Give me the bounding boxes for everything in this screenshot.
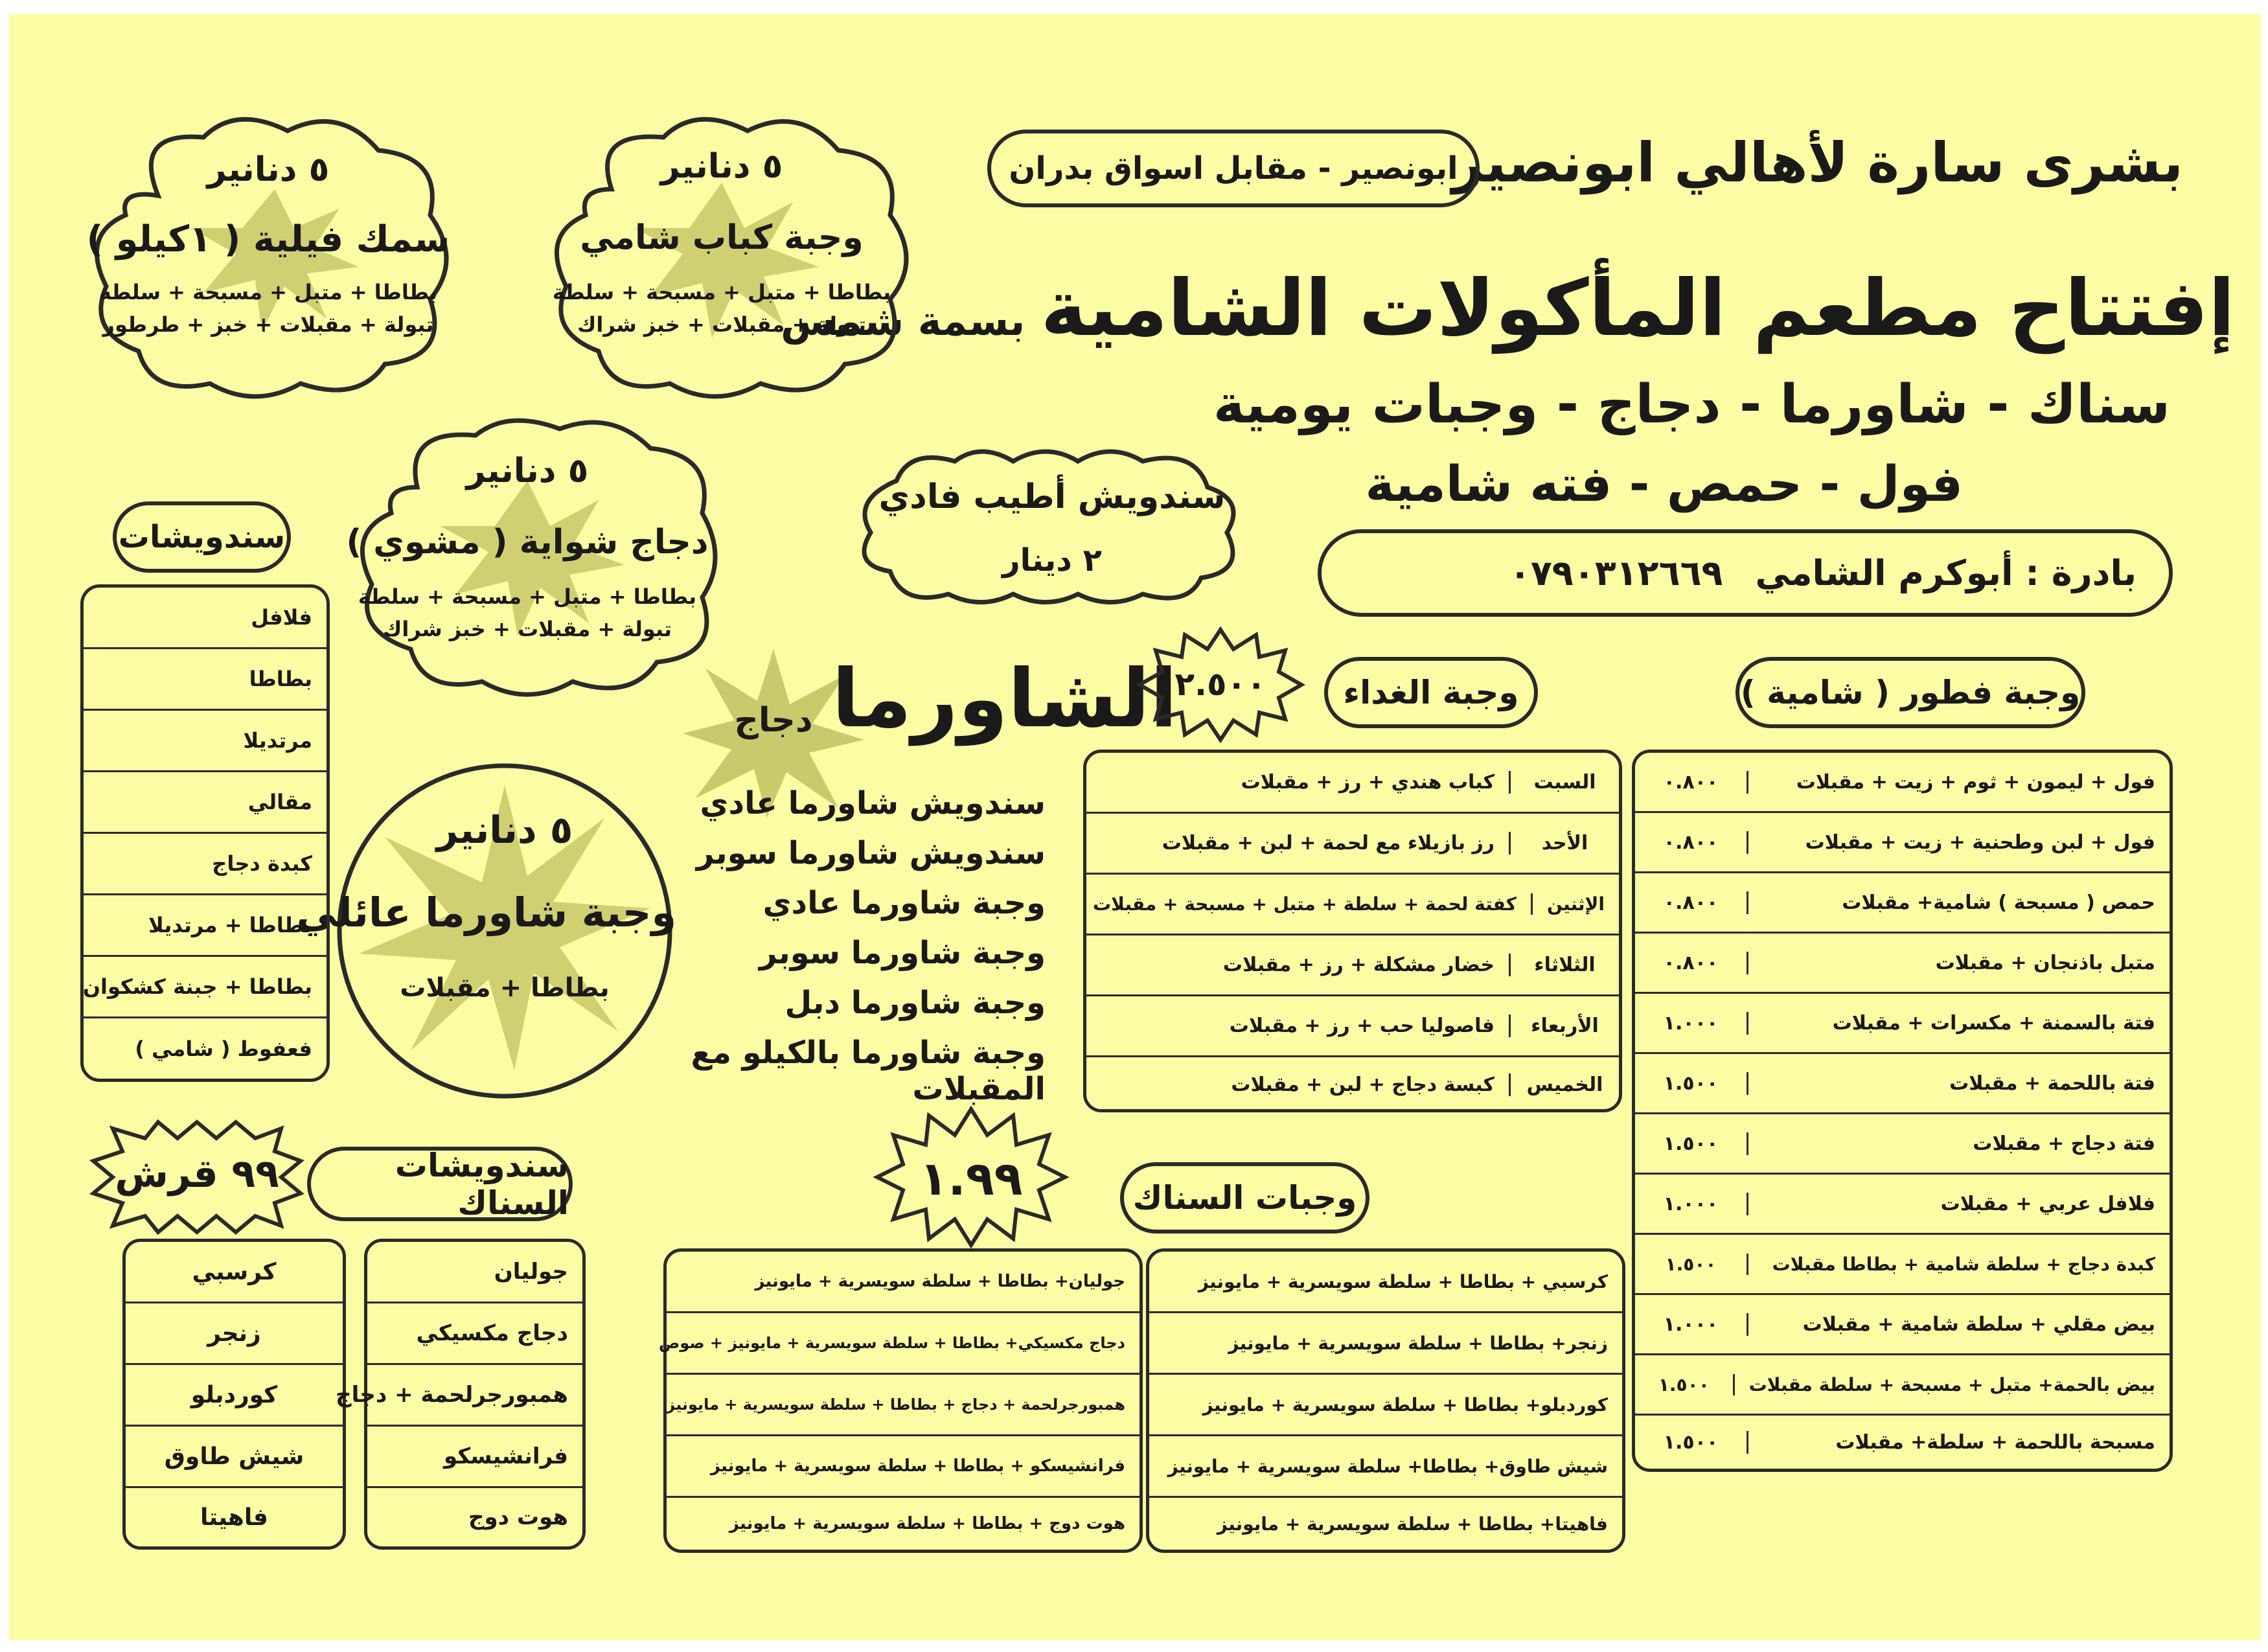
kebab-line2: تبولة + مقبلات + خبز شراك	[577, 312, 866, 337]
snack-meal-item: فرانشيسكو + بطاطا + سلطة سويسرية + مايونيز	[710, 1456, 1125, 1476]
snack-sandwich-item: فرانشيسكو	[444, 1443, 568, 1469]
breakfast-price: ١.٥٠٠	[1635, 1431, 1748, 1454]
shawarma-item: وجبة شاورما عادي	[762, 885, 1046, 921]
breakfast-title-pill	[1735, 657, 2085, 728]
breakfast-price: ٠.٨٠٠	[1635, 952, 1748, 974]
breakfast-row: مسبحة باللحمة + سلطة+ مقبلات ١.٥٠٠	[1635, 1416, 2170, 1469]
sandwich-row: مرتديلا	[84, 711, 326, 772]
breakfast-price: ١.٥٠٠	[1635, 1132, 1748, 1155]
snack-meals-title: وجبات السناك	[1132, 1179, 1357, 1217]
location-text: ابونصير - مقابل اسواق بدران	[1009, 150, 1458, 187]
shawarma-item: وجبة شاورما دبل	[785, 985, 1046, 1021]
lunch-row	[1086, 1057, 1619, 1112]
chicken-line2: تبولة + مقبلات + خبز شراك	[383, 617, 672, 641]
snack-meals-price: ١.٩٩	[919, 1151, 1023, 1206]
snack-sandwich-item: دجاج مكسيكي	[416, 1320, 568, 1346]
lunch-row	[1086, 875, 1619, 935]
sandwich-offer-title: سندويش أطيب فادي	[878, 477, 1226, 516]
opening-title: إفتتاح مطعم المأكولات الشامية	[1040, 264, 2235, 354]
sandwich-row: فعفوط ( شامي )	[135, 1036, 312, 1061]
lunch-row	[1086, 935, 1619, 996]
breakfast-price: ١.٠٠٠	[1635, 1313, 1748, 1336]
snack-meal-item: زنجر+ بطاطا + سلطة سويسرية + مايونيز	[1228, 1332, 1608, 1354]
lunch-meal: كباب هندي + رز + مقبلات	[1241, 771, 1495, 794]
snack-meals-title-pill	[1120, 1162, 1369, 1233]
snack-meal-item: فاهيتا+ بطاطا + سلطة سويسرية + مايونيز	[1217, 1513, 1608, 1535]
phone-number[interactable]: ٠٧٩٠٣١٢٦٦٩	[1509, 553, 1723, 593]
sandwich-row: بطاطا + جبنة كشكوان	[84, 957, 326, 1018]
snack-meal-item: دجاج مكسيكي+ بطاطا + سلطة سويسرية + مايونيز + صوص	[659, 1334, 1125, 1352]
snack-sandwiches-title-pill	[307, 1147, 573, 1221]
fish-price: ٥ دنانير	[207, 150, 330, 189]
lunch-row	[1086, 753, 1619, 814]
snack-sandwich-item: همبورجرلحمة + دجاج	[336, 1382, 568, 1408]
snack-sandwich-item: هوت دوج	[468, 1504, 568, 1530]
sandwich-row: مقالي	[84, 772, 326, 834]
shawarma-badge: دجاج	[734, 701, 813, 740]
family-line1: بطاطا + مقبلات	[400, 973, 610, 1003]
lunch-title-pill	[1324, 657, 1538, 728]
lunch-row	[1086, 996, 1619, 1057]
opening-suffix: بسمة شمس	[781, 297, 1025, 345]
initiative-label: بادرة : أبوكرم الشامي	[1755, 553, 2136, 593]
snack-meal-item: كوردبلو+ بطاطا + سلطة سويسرية + مايونيز	[1202, 1394, 1608, 1416]
kebab-line1: بطاطا + متبل + مسبحة + سلطة	[552, 280, 891, 304]
snack-meals-left-col	[659, 1248, 1143, 1553]
initiative-pill	[1318, 529, 2173, 617]
family-title: وجبة شاورما عائلي	[296, 889, 676, 936]
breakfast-title: وجبة فطور ( شامية )	[1740, 674, 2081, 711]
breakfast-price: ٠.٨٠٠	[1635, 771, 1748, 794]
menu-flyer	[9, 14, 2261, 1640]
lunch-meal: كفتة لحمة + سلطة + متبل + مسبحة + مقبلات	[1092, 893, 1517, 915]
lunch-table	[1083, 750, 1622, 1112]
fish-line1: بطاطا + متبل + مسبحة + سلطة	[98, 280, 438, 304]
chicken-line1: بطاطا + متبل + مسبحة + سلطة	[358, 584, 697, 609]
breakfast-row: فلافل عربي + مقبلات ١.٠٠٠	[1635, 1175, 2170, 1235]
breakfast-price: ١.٥٠٠	[1635, 1374, 1735, 1395]
dishes-line: فول - حمص - فته شامية	[1365, 455, 1963, 512]
snack-sandwiches-left-col	[122, 1239, 346, 1550]
snack-meal-item: شيش طاوق+ بطاطا+ سلطة سويسرية + مايونيز	[1167, 1455, 1608, 1477]
opening-line	[781, 264, 2235, 354]
breakfast-row: فول + ليمون + ثوم + زيت + مقبلات ٠.٨٠٠	[1635, 753, 2170, 813]
breakfast-price: ٠.٨٠٠	[1635, 831, 1748, 854]
cloud-shape-sandwich-offer	[851, 442, 1253, 610]
lunch-day: الأربعاء	[1509, 1015, 1619, 1037]
shawarma-item: سندويش شاورما سوبر	[696, 835, 1046, 871]
shawarma-list	[579, 785, 1046, 1107]
breakfast-row: بيض بالحمة+ متبل + مسبحة + سلطة مقبلات ١.٥٠٠	[1635, 1355, 2170, 1416]
breakfast-row: فتة دجاج + مقبلات ١.٥٠٠	[1635, 1114, 2170, 1175]
breakfast-row: كبدة دجاج + سلطة شامية + بطاطا مقبلات ١.٥٠٠	[1635, 1235, 2170, 1295]
snack-meals-right-col	[1146, 1248, 1625, 1553]
lunch-row	[1086, 814, 1619, 875]
kebab-title: وجبة كباب شامي	[580, 218, 864, 257]
sandwich-row: بطاطا + مرتديلا	[84, 895, 326, 957]
fish-line2: تبولة + مقبلات + خبز + طرطور	[102, 312, 434, 337]
breakfast-price: ١.٥٠٠	[1635, 1254, 1748, 1275]
lunch-title: وجبة الغداء	[1343, 674, 1519, 711]
fish-title: سمك فيلية ( ١كيلو )	[86, 218, 450, 260]
lunch-day: الثلاثاء	[1509, 954, 1619, 976]
lunch-day: الخميس	[1509, 1073, 1619, 1096]
breakfast-row: حمص ( مسبحة ) شامية+ مقبلات ٠.٨٠٠	[1635, 873, 2170, 934]
breakfast-row: فتة بالسمنة + مكسرات + مقبلات ١.٠٠٠	[1635, 994, 2170, 1054]
lunch-day: الإثنين	[1531, 893, 1619, 915]
family-price: ٥ دنانير	[436, 808, 573, 852]
sandwiches-title-pill	[113, 501, 291, 573]
sandwich-row: بطاطا	[84, 649, 326, 711]
breakfast-row: بيض مقلي + سلطة شامية + مقبلات ١.٠٠٠	[1635, 1295, 2170, 1355]
sandwiches-table	[80, 584, 330, 1082]
services-line: سناك - شاورما - دجاج - وجبات يومية	[1213, 374, 2170, 435]
breakfast-row: فتة باللحمة + مقبلات ١.٥٠٠	[1635, 1054, 2170, 1114]
breakfast-row: فول + لبن وطحنية + زيت + مقبلات ٠.٨٠٠	[1635, 813, 2170, 873]
good-news-heading: بشرى سارة لأهالي ابونصير	[1452, 131, 2183, 194]
lunch-meal: خضار مشكلة + رز + مقبلات	[1222, 954, 1495, 976]
snack-sandwich-item: كرسبي	[192, 1258, 277, 1285]
breakfast-price: ١.٥٠٠	[1635, 1072, 1748, 1095]
snack-meal-item: هوت دوج + بطاطا + سلطة سويسرية + مايونيز	[729, 1514, 1125, 1533]
snack-sandwiches-price: ٩٩ قرش	[115, 1151, 279, 1197]
breakfast-price: ١.٠٠٠	[1635, 1012, 1748, 1035]
sandwich-row: كبدة دجاج	[84, 834, 326, 895]
snack-meal-item: جوليان+ بطاطا + سلطة سويسرية + مايونيز	[755, 1272, 1125, 1291]
chicken-price: ٥ دنانير	[466, 452, 589, 490]
lunch-day: السبت	[1509, 771, 1619, 794]
kebab-price: ٥ دنانير	[660, 147, 783, 186]
snack-meal-item: همبورجرلحمة + دجاج + بطاطا + سلطة سويسرية + مايونيز	[666, 1395, 1125, 1414]
shawarma-title: الشاورما	[832, 652, 1178, 746]
lunch-meal: فاصوليا حب + رز + مقبلات	[1229, 1015, 1495, 1037]
chicken-title: دجاج شواية ( مشوي )	[346, 523, 709, 562]
snack-sandwich-item: شيش طاوق	[164, 1443, 304, 1470]
shawarma-item: سندويش شاورما عادي	[700, 785, 1046, 821]
lunch-price: ٢.٥٠٠	[1174, 665, 1266, 703]
lunch-day: الأحد	[1509, 832, 1619, 855]
shawarma-item: وجبة شاورما سوبر	[759, 935, 1046, 971]
snack-meal-item: كرسبي + بطاطا + سلطة سويسرية + مايونيز	[1198, 1270, 1608, 1292]
shawarma-item: وجبة شاورما بالكيلو مع المقبلات	[691, 1035, 1046, 1107]
lunch-meal: كبسة دجاج + لبن + مقبلات	[1231, 1073, 1495, 1096]
snack-sandwich-item: فاهيتا	[200, 1504, 268, 1531]
lunch-meal: رز بازيلاء مع لحمة + لبن + مقبلات	[1162, 832, 1495, 855]
sandwich-offer-price: ٢ دينار	[1002, 542, 1102, 579]
snack-sandwich-item: زنجر	[207, 1320, 261, 1347]
breakfast-price: ١.٠٠٠	[1635, 1193, 1748, 1215]
sandwiches-title: سندويشات	[118, 519, 286, 555]
breakfast-table	[1632, 750, 2173, 1472]
snack-sandwiches-title: سندويشات السناك	[395, 1146, 569, 1222]
sandwich-row: فلافل	[84, 588, 326, 649]
snack-sandwich-item: كوردبلو	[190, 1381, 278, 1408]
location-pill	[987, 130, 1480, 207]
snack-sandwich-item: جوليان	[494, 1259, 568, 1285]
breakfast-row: متبل باذنجان + مقبلات ٠.٨٠٠	[1635, 934, 2170, 994]
snack-sandwiches-right-col	[336, 1239, 586, 1550]
breakfast-price: ٠.٨٠٠	[1635, 891, 1748, 914]
